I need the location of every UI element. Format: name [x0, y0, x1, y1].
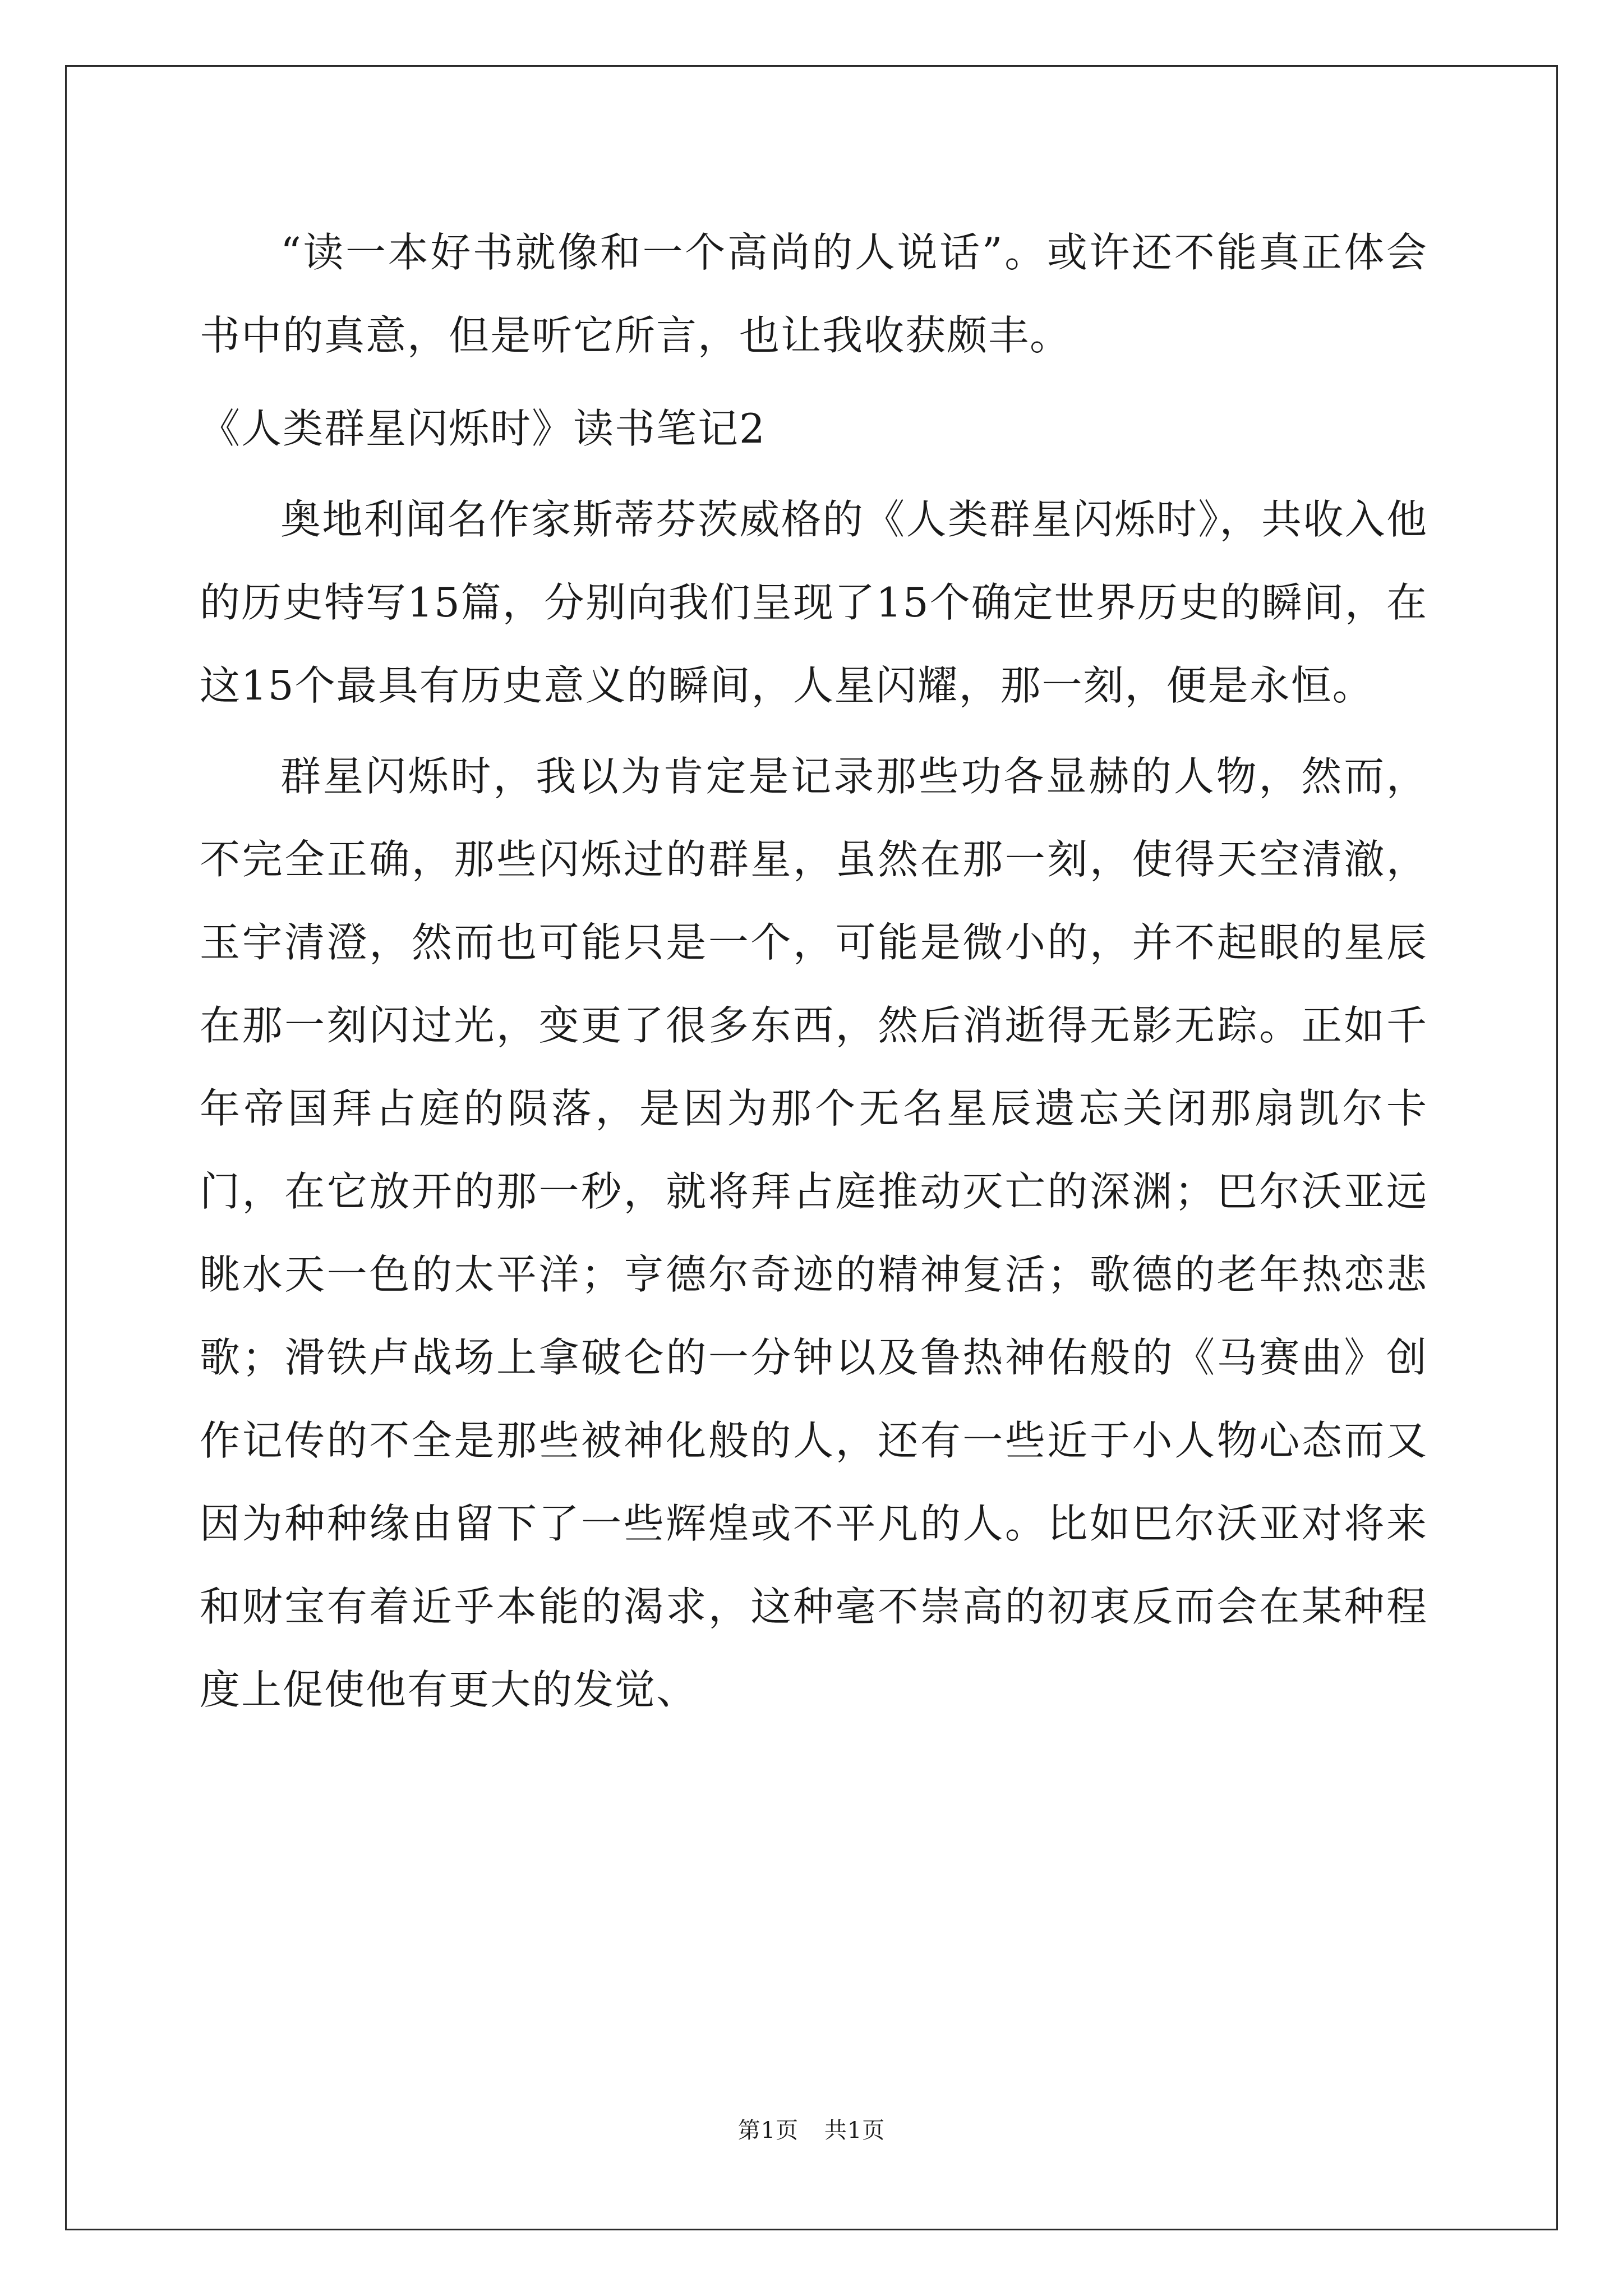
- page-footer: [0, 2115, 1623, 2146]
- page-number-total: 共1页: [824, 2118, 886, 2143]
- paragraph-intro-quote: “读一本好书就像和一个高尚的人说话”。或许还不能真正体会书中的真意，但是听它所言，也让我收获颇丰。: [200, 229, 1428, 359]
- section-heading: 《人类群星闪烁时》读书笔记2: [200, 405, 766, 452]
- paragraph-stars-reflection: 群星闪烁时，我以为肯定是记录那些功各显赫的人物，然而，不完全正确，那些闪烁过的群星，虽然在那一刻，使得天空清澈，玉宇清澄，然而也可能只是一个，可能是微小的，并不起眼的星辰在那一刻闪过光，变更了很多东西，然后消逝得无影无踪。正如千年帝国拜占庭的陨落，是因为那个无名星辰遗忘关闭那扇凯尔卡门，在它放开的那一秒，就将拜占庭推动灭亡的深渊；巴尔沃亚远眺水天一色的太平洋；亨德尔奇迹的精神复活；歌德的老年热恋悲歌；滑铁卢战场上拿破仑的一分钟以及鲁热神佑般的《马赛曲》创作记传的不全是那些被神化般的人，还有一些近于小人物心态而又因为种种缘由留下了一些辉煌或不平凡的人。比如巴尔沃亚对将来和财宝有着近乎本能的渴求，这种毫不崇高的初衷反而会在某种程度上促使他有更大的发觉、: [200, 753, 1428, 1713]
- document-body: [200, 211, 1428, 1731]
- page-number-current: 第1页: [737, 2118, 799, 2143]
- paragraph-book-intro: 奥地利闻名作家斯蒂芬茨威格的《人类群星闪烁时》，共收入他的历史特写15篇，分别向我们呈现了15个确定世界历史的瞬间，在这15个最具有历史意义的瞬间，人星闪耀，那一刻，便是永恒。: [200, 496, 1428, 709]
